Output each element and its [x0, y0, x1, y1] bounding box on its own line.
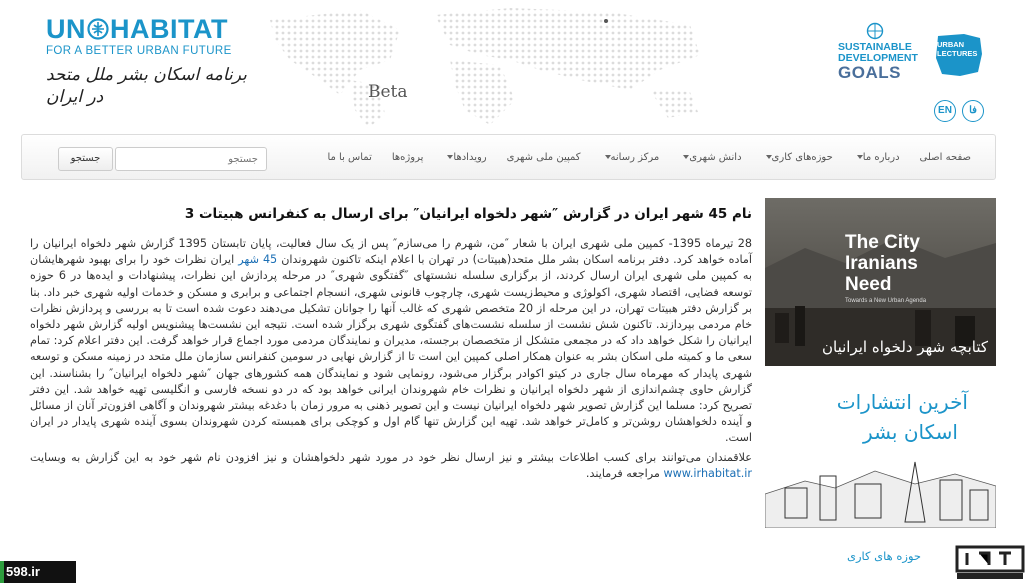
sdg-wordmark — [838, 42, 918, 82]
banner1-title-line1: The City — [845, 232, 920, 253]
latest-publications-banner[interactable] — [765, 376, 996, 528]
search-button[interactable]: جستجو — [58, 147, 113, 171]
nav-item-2[interactable] — [752, 152, 843, 163]
logo-tagline: FOR A BETTER URBAN FUTURE — [46, 45, 232, 57]
nav-item-label: رویدادها — [453, 151, 487, 163]
banner2-title-line2: اسکان بشر — [863, 420, 958, 444]
banner1-title — [845, 232, 920, 295]
nav-item-5[interactable] — [497, 152, 591, 163]
banner2-title-line1: آخرین انتشارات — [836, 390, 968, 414]
banner1-subtitle: Towards a New Urban Agenda — [845, 298, 927, 304]
article-text: 28 تیرماه 1395- کمپین ملی شهری ایران با شعار ″من، شهرم را می‌سازم″ پس از یک سال فعالیت، پایان تابستان 1395 گزارش شهر دلخواه ایرانیان را آماده خواهد کرد. دفتر برنامه اسکان بشر ملل متحد(هبیتات) در تهران با اعلام اینکه تاکنون شهروندان — [30, 237, 753, 267]
logo-text-habitat: HABITAT — [110, 14, 228, 44]
urban-lectures-line1: URBAN — [937, 40, 965, 49]
cities-link[interactable]: 45 شهر — [238, 253, 278, 267]
nav-item-label: پروژه‌ها — [391, 151, 424, 163]
site-watermark: 598.ir — [0, 561, 76, 583]
caret-down-icon — [857, 155, 863, 159]
nav-item-3[interactable] — [669, 152, 751, 163]
beta-label: Beta — [368, 82, 408, 102]
sdg-line2: DEVELOPMENT — [838, 52, 918, 64]
nav-item-6[interactable] — [433, 152, 496, 163]
caret-down-icon — [605, 155, 611, 159]
article-body — [30, 236, 752, 482]
logo-wordmark — [46, 14, 256, 44]
search-input[interactable] — [115, 147, 267, 171]
nav-item-8[interactable] — [317, 152, 381, 163]
focus-areas-heading[interactable]: حوزه های کاری — [846, 549, 921, 563]
nav-item-4[interactable] — [591, 152, 670, 163]
website-link[interactable]: www.irhabitat.ir — [663, 466, 752, 480]
un-habitat-logo[interactable] — [46, 14, 256, 107]
article-paragraph — [30, 236, 752, 447]
lang-fa-button[interactable]: فا — [962, 100, 984, 122]
article-text: ایران نظرات خود را برای بهبود شهرهایشان به کمپین ملی شهری ایران ارسال کردند، از برگزاری سلسله نشستهای ″گفتگوی شهری″ در مرحله پردازش این نظرات، پیشنهادات و ایده‌ها در 6 حوزه توسعه فضایی، اقتصاد شهری، اکولوژی و محیط‌زیست شهری، چارچوب قانونی شهری، انسجام اجتماعی و برابری و مسکن و خدمات اولیه شهری خبر داد. بنا بر گزارش دفتر هبیتات تهران، در این مرحله از 20 متخصص شهری که غالب آنها را جوانان تشکیل می‌دهند دعوت شده است تا به بررسی و پردازش نظرات خام مردمی بپردازند. تاکنون شش نشست از سلسله نشست‌های گفتگوی شهری برگزار شده است. نتیجه این نشست‌ها پیشنویس اولیه گزارش شهر دلخواه ایرانیان را شکل خواهد داد که در مجمعی متشکل از متخصصان برجسته، مدیران و نمایندگان مردمی مورد اجماع قرار خواهد گرفت. این دفتر اعلام کرد: تمام سعی ما و کمیته ملی اسکان بشر به عنوان همکار اصلی کمپین این است تا از گزارش نهایی در سومین کنفرانس سازمان ملل متحد در زمینه مسکن و توسعه شهری پایدار که مهرماه سال جاری در کیتو اکوادر برگزار می‌شود، رونمایی شود و نمایندگان همه کشورهای جهان ″شهر دلخواه ایرانیان″ را بشناسند. این گزارش حاوی چشم‌اندازی از شهر دلخواه ایرانیان و نظرات خام شهروندان ایرانی خواهد بود که در دو نسخه فارسی و انگلیسی تهیه خواهد شد. این دفتر تصریح کرد: مسلما این گزارش تصویر شهر دلخواه ایرانیان نیست و این تصویر ذهنی به مرور زمان با دغدغه بیشتر شهروندان و آگاهی افزون‌تر آنان از مسائل و آینده دلخواهشان روشن‌تر و کامل‌تر خواهد شد. تهیه این گزارش تنها گام اول و کوچکی برای همبسته کردن شهروندان بسوی آینده شهری پایدار در ایران است. — [30, 253, 752, 445]
nav-item-7[interactable] — [382, 152, 434, 163]
un-emblem-icon — [866, 22, 884, 40]
sdg-goals: GOALS — [838, 63, 901, 82]
nav-item-label: صفحه اصلی — [919, 151, 971, 163]
sdg-line1: SUSTAINABLE — [838, 41, 912, 53]
nav-item-label: حوزه‌های کاری — [771, 151, 833, 163]
nav-item-1[interactable] — [843, 152, 910, 163]
lang-en-button[interactable]: EN — [934, 100, 956, 122]
logo-text-un: UN — [46, 14, 86, 44]
caret-down-icon — [447, 155, 453, 159]
article-paragraph — [30, 450, 752, 482]
urban-lectures-text — [937, 40, 977, 58]
news-article — [30, 204, 752, 485]
nav-menu — [317, 135, 981, 179]
caret-down-icon — [683, 155, 689, 159]
article-title: نام 45 شهر ایران در گزارش ″شهر دلخواه ایرانیان″ برای ارسال به کنفرانس هبیتات 3 — [184, 206, 752, 222]
urban-lectures-logo[interactable] — [934, 32, 984, 78]
banner1-persian-caption: کتابچه شهر دلخواه ایرانیان — [822, 338, 988, 356]
banner1-title-line3: Need — [845, 274, 892, 295]
nav-item-label: تماس با ما — [327, 151, 372, 163]
nav-item-label: کمپین ملی شهری — [506, 151, 581, 163]
urban-lectures-line2: LECTURES — [937, 49, 978, 58]
banner1-title-line2: Iranians — [845, 253, 918, 274]
world-map-background — [250, 0, 720, 130]
nav-item-0[interactable] — [910, 152, 981, 163]
article-text: علاقمندان می‌توانند برای کسب اطلاعات بیشتر و نیز ارسال نظر خود در مورد شهر دلخواهشان و نیز افزودن نام شهر خود به این گزارش به وبسایت — [30, 450, 752, 464]
logo-persian-name: برنامه اسکان بشر ملل متحد در ایران — [46, 65, 247, 107]
nav-item-label: مرکز رسانه — [610, 151, 660, 163]
city-iranians-need-banner[interactable] — [765, 198, 996, 366]
caret-down-icon — [766, 155, 772, 159]
site-header — [0, 0, 1031, 135]
sdg-logo[interactable] — [838, 22, 920, 84]
logo-globe-icon — [87, 18, 109, 40]
article-text: مراجعه فرمایند. — [585, 466, 660, 480]
nav-item-label: درباره ما — [862, 151, 900, 163]
nav-item-label: دانش شهری — [689, 151, 742, 163]
main-navbar — [21, 134, 996, 180]
watermark-logo-icon — [955, 545, 1025, 581]
